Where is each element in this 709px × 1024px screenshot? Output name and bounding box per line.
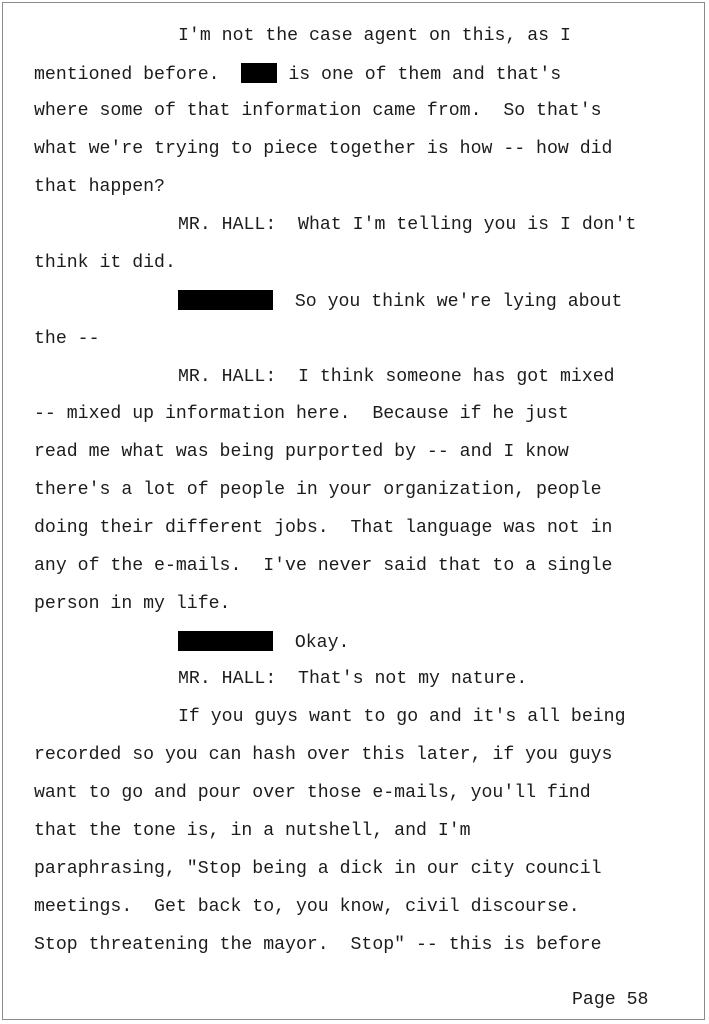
- transcript-line: MR. HALL: I think someone has got mixed: [178, 367, 615, 387]
- transcript-line: any of the e-mails. I've never said that to a single: [34, 556, 613, 576]
- transcript-text: mentioned before.: [34, 65, 220, 85]
- transcript-line: MR. HALL: What I'm telling you is I don't: [178, 215, 637, 235]
- transcript-line: [178, 290, 622, 313]
- transcript-line: doing their different jobs. That language was not in: [34, 518, 613, 538]
- transcript-line: think it did.: [34, 253, 176, 273]
- transcript-line: If you guys want to go and it's all being: [178, 707, 626, 727]
- transcript-line: I'm not the case agent on this, as I: [178, 26, 571, 46]
- transcript-text: So you think we're lying about: [294, 292, 623, 312]
- page-number: Page 58: [572, 990, 649, 1010]
- transcript-line: person in my life.: [34, 594, 231, 614]
- transcript-line: want to go and pour over those e-mails, you'll find: [34, 783, 591, 803]
- transcript-line: [178, 631, 349, 654]
- transcript-line: MR. HALL: That's not my nature.: [178, 669, 528, 689]
- transcript-line: where some of that information came from. So that's: [34, 101, 602, 121]
- transcript-line: meetings. Get back to, you know, civil discourse.: [34, 897, 580, 917]
- transcript-line: that the tone is, in a nutshell, and I'm: [34, 821, 471, 841]
- redaction-box: [178, 631, 273, 651]
- transcript-line: recorded so you can hash over this later, if you guys: [34, 745, 613, 765]
- transcript-line: [34, 63, 561, 86]
- transcript-text: is one of them and that's: [288, 65, 562, 85]
- transcript-line: there's a lot of people in your organization, people: [34, 480, 602, 500]
- redaction-box: [178, 290, 273, 310]
- transcript-line: Stop threatening the mayor. Stop" -- this is before: [34, 935, 602, 955]
- transcript-line: that happen?: [34, 177, 165, 197]
- transcript-text: Okay.: [294, 633, 350, 653]
- transcript-line: -- mixed up information here. Because if he just: [34, 404, 569, 424]
- redaction-box: [241, 63, 277, 83]
- transcript-line: paraphrasing, "Stop being a dick in our city council: [34, 859, 602, 879]
- transcript-line: the --: [34, 329, 100, 349]
- transcript-line: read me what was being purported by -- and I know: [34, 442, 569, 462]
- transcript-page: [2, 2, 705, 1020]
- transcript-line: what we're trying to piece together is how -- how did: [34, 139, 613, 159]
